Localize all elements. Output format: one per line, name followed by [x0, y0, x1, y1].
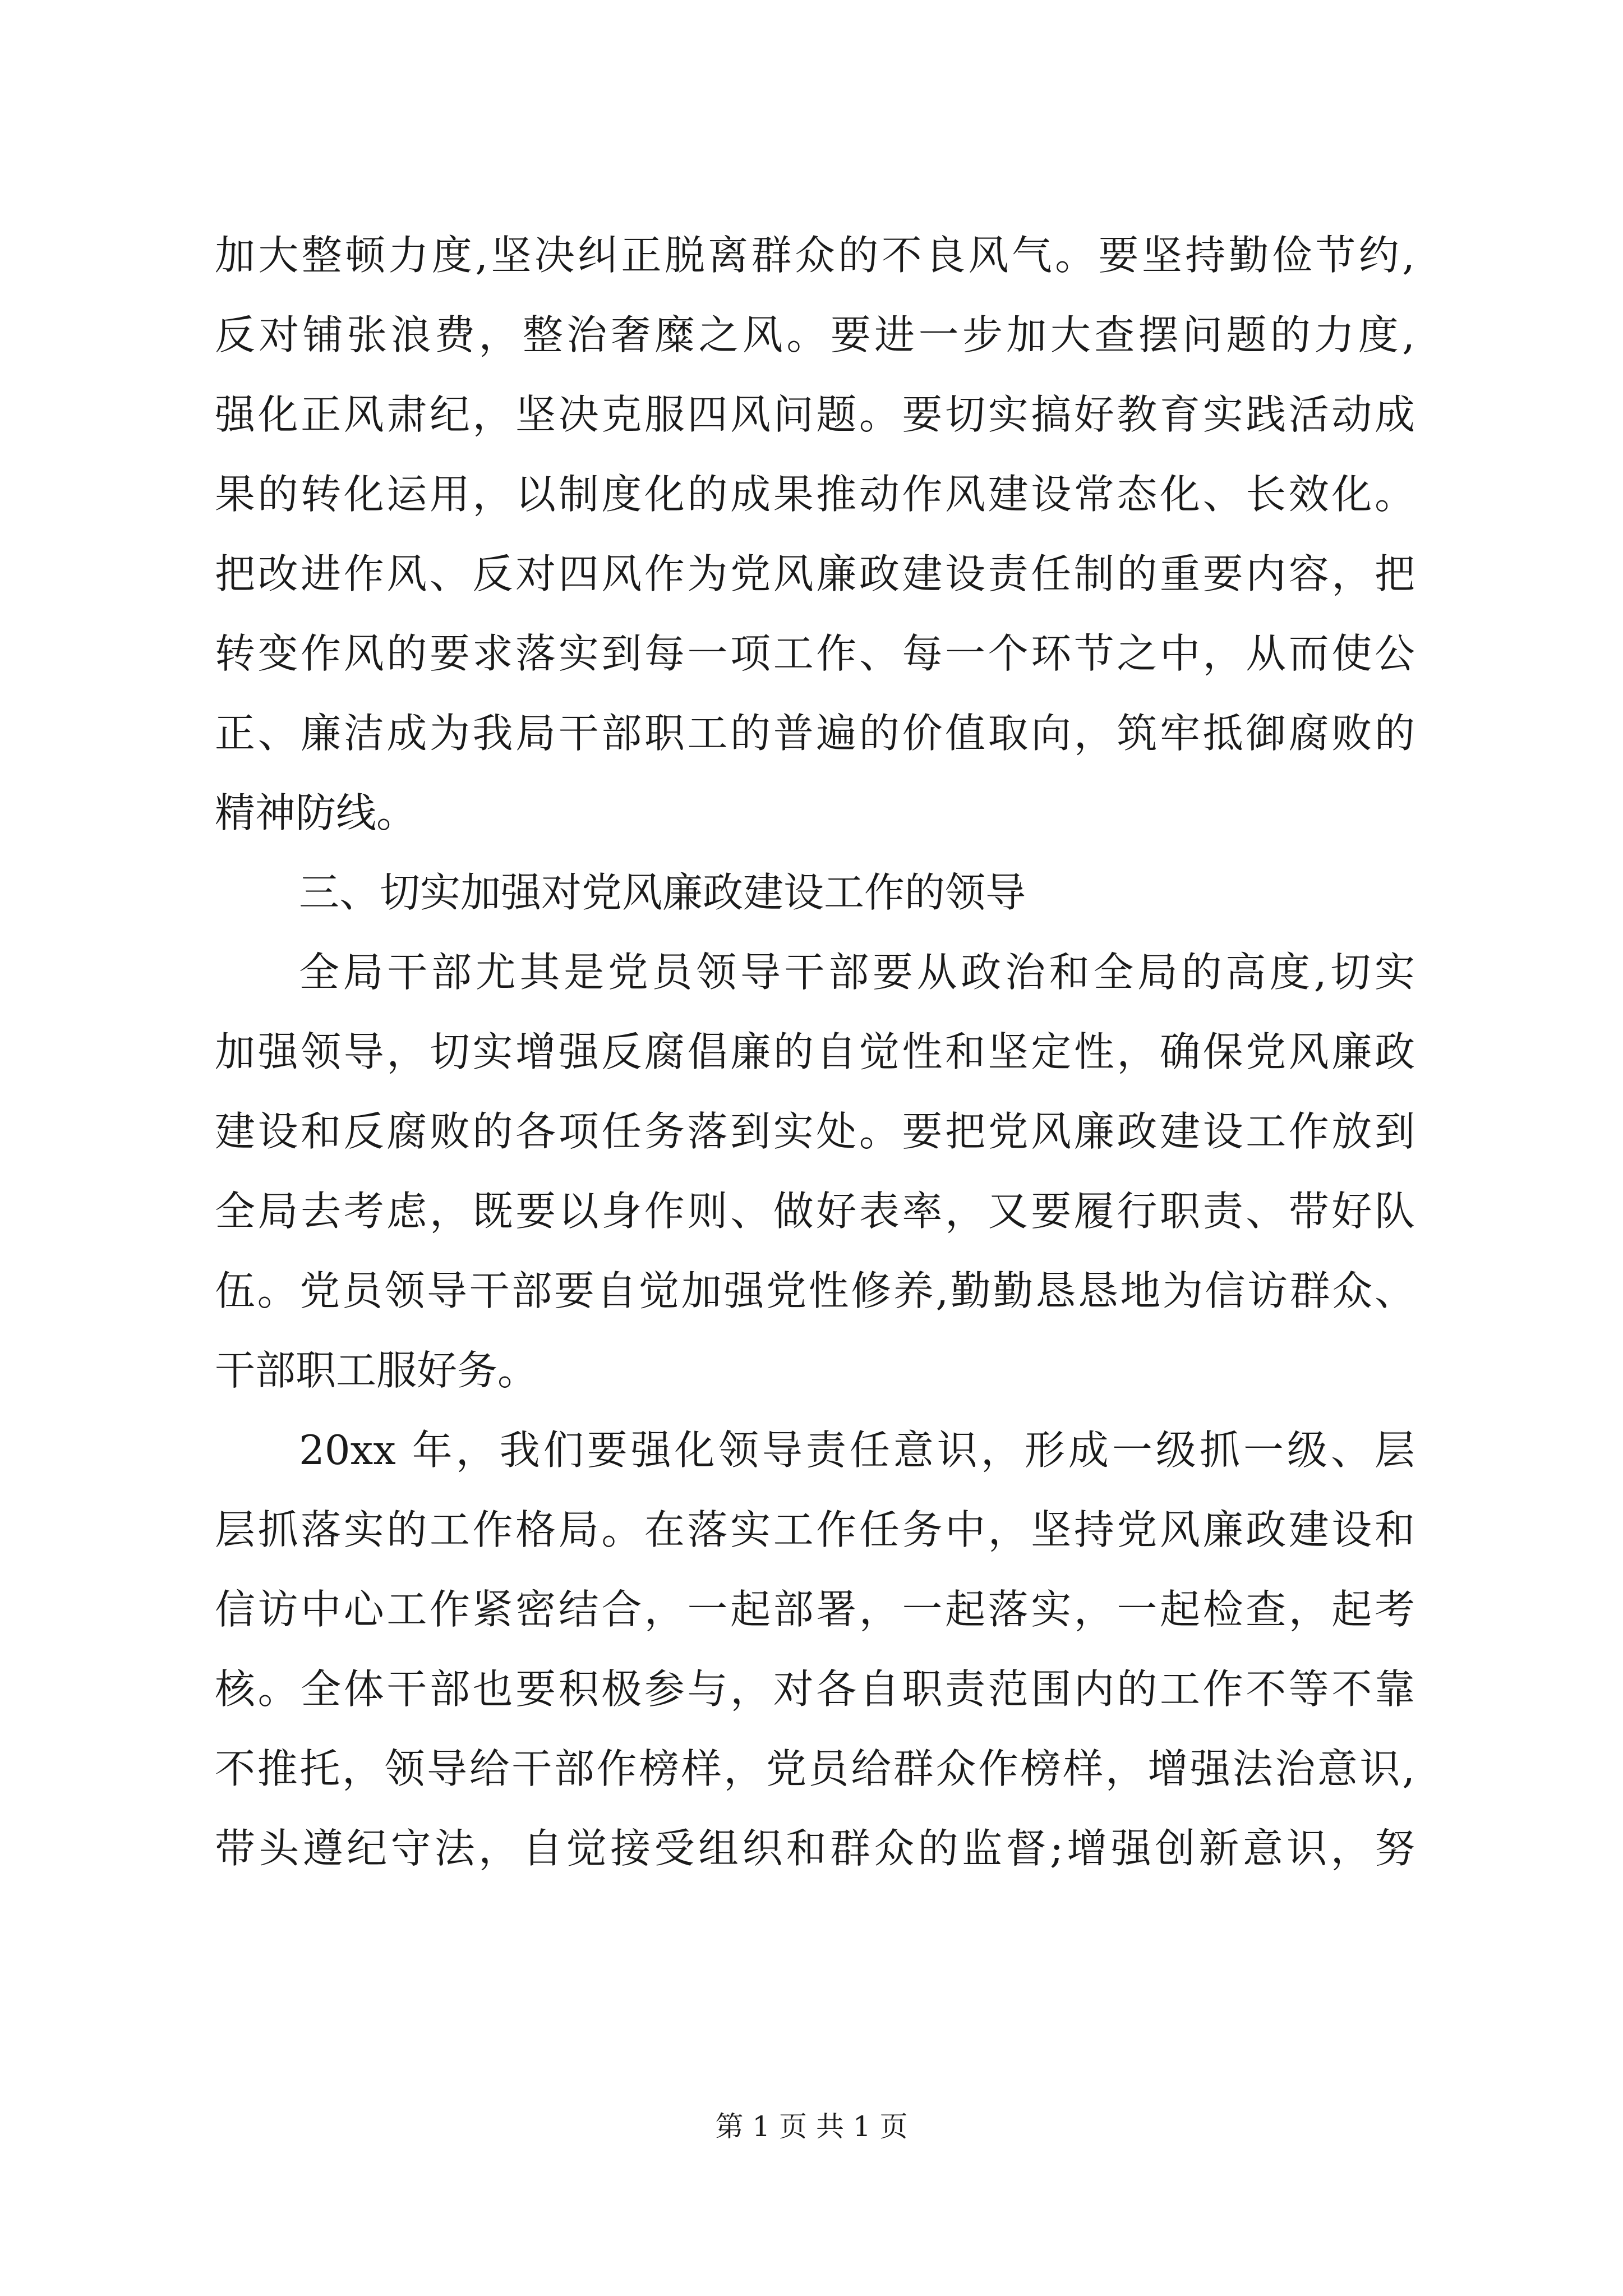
body-line: 全局去考虑，既要以身作则、做好表率，又要履行职责、带好队	[215, 1188, 1415, 1235]
body-line: 正、廉洁成为我局干部职工的普遍的价值取向，筑牢抵御腐败的	[215, 710, 1415, 757]
body-line: 加大整顿力度,坚决纠正脱离群众的不良风气。要坚持勤俭节约,	[215, 232, 1415, 279]
body-line: 信访中心工作紧密结合，一起部署，一起落实，一起检查，起考	[215, 1586, 1415, 1633]
body-line: 强化正风肃纪，坚决克服四风问题。要切实搞好教育实践活动成	[215, 391, 1415, 438]
section-heading: 三、切实加强对党风廉政建设工作的领导	[299, 869, 1026, 916]
body-line: 20xx 年，我们要强化领导责任意识，形成一级抓一级、层	[299, 1427, 1415, 1474]
body-line: 转变作风的要求落实到每一项工作、每一个环节之中，从而使公	[215, 630, 1415, 677]
body-line: 带头遵纪守法，自觉接受组织和群众的监督;增强创新意识，努	[215, 1825, 1415, 1872]
body-line: 反对铺张浪费，整治奢糜之风。要进一步加大查摆问题的力度,	[215, 311, 1415, 358]
body-line: 加强领导，切实增强反腐倡廉的自觉性和坚定性，确保党风廉政	[215, 1028, 1415, 1075]
body-line: 干部职工服好务。	[215, 1347, 538, 1394]
body-line: 把改进作风、反对四风作为党风廉政建设责任制的重要内容，把	[215, 550, 1415, 597]
page-footer: 第 1 页 共 1 页	[715, 2110, 908, 2143]
body-line: 伍。党员领导干部要自觉加强党性修养,勤勤恳恳地为信访群众、	[215, 1267, 1415, 1314]
body-line: 建设和反腐败的各项任务落到实处。要把党风廉政建设工作放到	[215, 1108, 1415, 1155]
body-line: 果的转化运用，以制度化的成果推动作风建设常态化、长效化。	[215, 471, 1415, 518]
document-body	[215, 215, 1415, 1888]
body-line: 全局干部尤其是党员领导干部要从政治和全局的高度,切实	[299, 949, 1415, 996]
body-line: 核。全体干部也要积极参与，对各自职责范围内的工作不等不靠	[215, 1665, 1415, 1713]
body-line: 层抓落实的工作格局。在落实工作任务中，坚持党风廉政建设和	[215, 1506, 1415, 1553]
body-line: 精神防线。	[215, 789, 417, 836]
body-line: 不推托，领导给干部作榜样，党员给群众作榜样，增强法治意识,	[215, 1745, 1415, 1792]
